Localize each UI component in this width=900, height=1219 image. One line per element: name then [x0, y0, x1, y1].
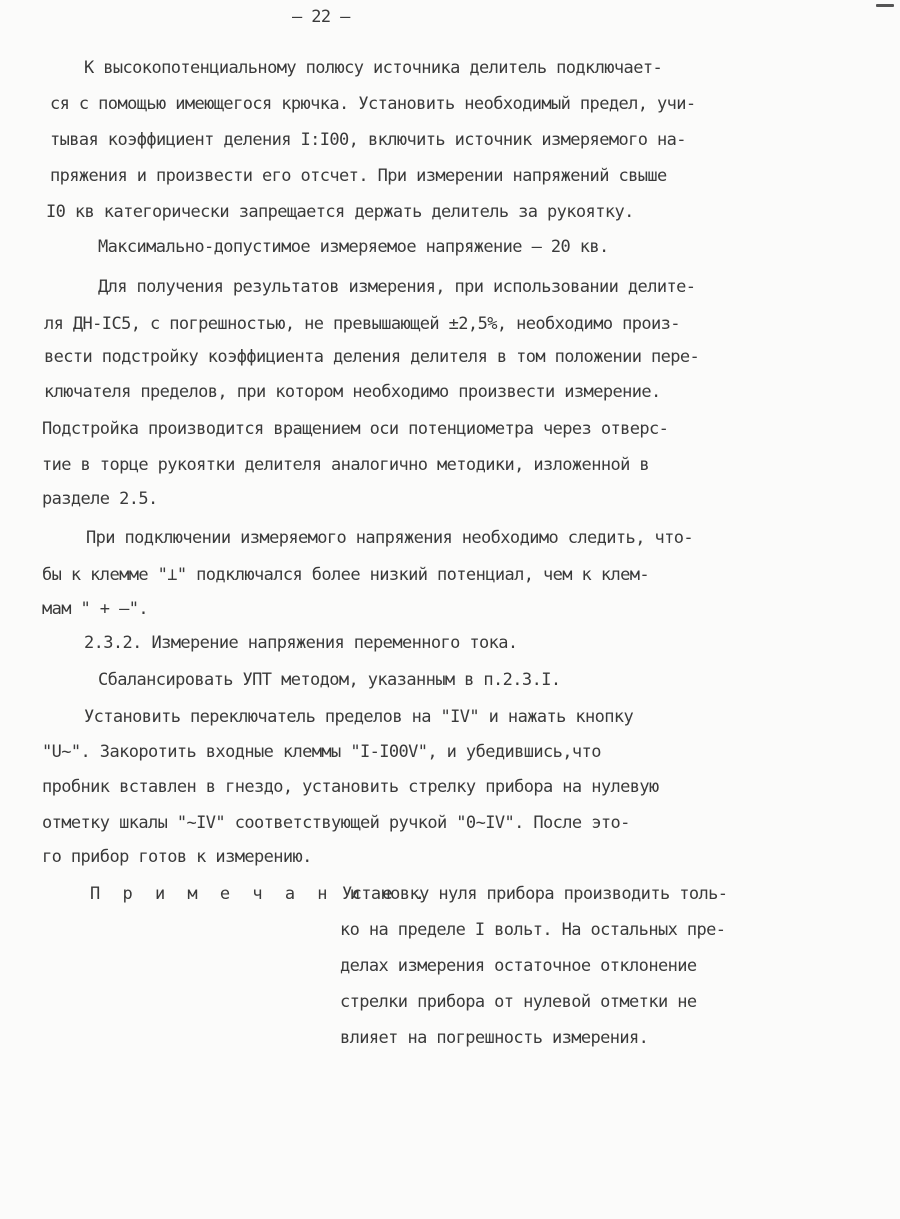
text-line: При подключении измеряемого напряжения необходимо следить, что-: [86, 528, 693, 548]
note-line: Установку нуля прибора производить толь-: [342, 884, 728, 904]
text-line: отметку шкалы "~IV" соответствующей ручкой "0~IV". После это-: [42, 813, 630, 833]
text-line: Подстройка производится вращением оси потенциометра через отверс-: [42, 419, 669, 439]
note-line: влияет на погрешность измерения.: [340, 1028, 649, 1048]
text-line: Сбалансировать УПТ методом, указанным в п.2.3.I.: [98, 670, 561, 690]
text-line: Максимально-допустимое измеряемое напряжение – 20 кв.: [98, 237, 609, 257]
text-line: К высокопотенциальному полюсу источника делитель подключает-: [84, 58, 663, 78]
note-line: делах измерения остаточное отклонение: [340, 956, 697, 976]
text-line: мам " + –".: [42, 599, 148, 619]
text-line: вести подстройку коэффициента деления делителя в том положении пере-: [44, 347, 700, 367]
page-number: – 22 –: [292, 7, 350, 27]
note-line: стрелки прибора от нулевой отметки не: [340, 992, 697, 1012]
text-line: пряжения и произвести его отсчет. При измерении напряжений свыше: [50, 166, 667, 186]
note-label: П р и м е ч а н и е .: [90, 884, 431, 904]
text-line: ключателя пределов, при котором необходимо произвести измерение.: [44, 382, 661, 402]
text-line: тывая коэффициент деления I:I00, включить источник измеряемого на-: [50, 130, 686, 150]
text-line: Для получения результатов измерения, при использовании делите-: [98, 277, 696, 297]
text-line: ля ДН-IС5, с погрешностью, не превышающей ±2,5%, необходимо произ-: [44, 314, 680, 334]
text-line: Установить переключатель пределов на "IV" и нажать кнопку: [84, 707, 634, 727]
text-line: "U~". Закоротить входные клеммы "I-I00V", и убедившись,что: [42, 742, 601, 762]
text-line: бы к клемме "⊥" подключался более низкий потенциал, чем к клем-: [42, 565, 649, 585]
section-heading: 2.3.2. Измерение напряжения переменного тока.: [84, 633, 518, 653]
text-line: I0 кв категорически запрещается держать делитель за рукоятку.: [46, 202, 634, 222]
note-line: ко на пределе I вольт. На остальных пре-: [340, 920, 726, 940]
text-line: ся с помощью имеющегося крючка. Установить необходимый предел, учи-: [50, 94, 696, 114]
scan-artifact-mark: [876, 4, 894, 7]
text-line: пробник вставлен в гнездо, установить стрелку прибора на нулевую: [42, 777, 659, 797]
text-line: разделе 2.5.: [42, 489, 158, 509]
text-line: го прибор готов к измерению.: [42, 847, 312, 867]
text-line: тие в торце рукоятки делителя аналогично методики, изложенной в: [42, 455, 649, 475]
